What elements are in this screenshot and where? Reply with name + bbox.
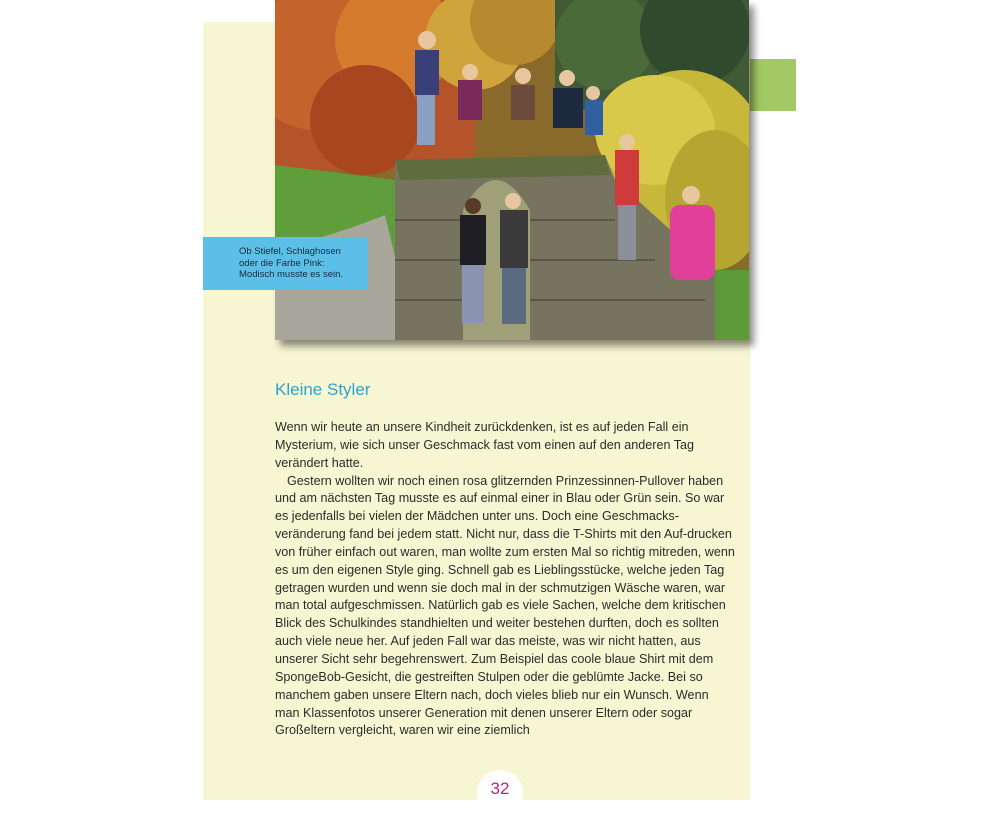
photo-caption [203,237,368,290]
accent-tab [750,59,796,111]
section-heading: Kleine Styler [275,380,371,399]
paragraph-2: Gestern wollten wir noch einen rosa glitzernden Prinzessinnen-Pullover haben und am nächsten Tag musste es auf einmal einer in Blau oder Grün sein. So war es jedenfalls bei vielen der Mädchen unter uns. Doch eine Geschmacks-veränderung fand bei jedem statt. Nicht nur, dass die T-Shirts mit den Auf-drucken von früher einfach out waren, man wollte zum ersten Mal so richtig mitreden, wenn es um den eigenen Style ging. Schnell gab es Lieblingsstücke, welche jeden Tag getragen wurden und wenn sie doch mal in der schmutzigen Wäsche waren, war man total aufgeschmissen. Natürlich gab es viele Sachen, welche dem kritischen Blick des Schulkindes standhielten und weiter bestehen durften, doch es sollten auch viele neue her. Auf jeden Fall war das meiste, was wir nicht hatten, aus unserer Sicht sehr begehrenswert. Zum Beispiel das coole blaue Shirt mit dem SpongeBob-Gesicht, die gestreiften Stulpen oder die geblümte Jacke. Bei so manchem gaben unsere Eltern nach, doch vieles blieb nur ein Wunsch. Wenn man Klassenfotos unserer Generation mit denen unserer Eltern oder sogar Großeltern vergleicht, waren wir eine ziemlich [275,473,735,738]
paragraph-1: Wenn wir heute an unsere Kindheit zurückdenken, ist es auf jeden Fall ein Mysterium, wie sich unser Geschmack fast vom einen auf den anderen Tag verändert hatte. [275,420,695,470]
caption-line-2: oder die Farbe Pink: [239,257,325,269]
body-text [275,419,735,740]
caption-line-3: Modisch musste es sein. [239,269,344,280]
page-number: 32 [477,770,523,816]
caption-line-1: Ob Stiefel, Schlaghosen [239,246,341,257]
